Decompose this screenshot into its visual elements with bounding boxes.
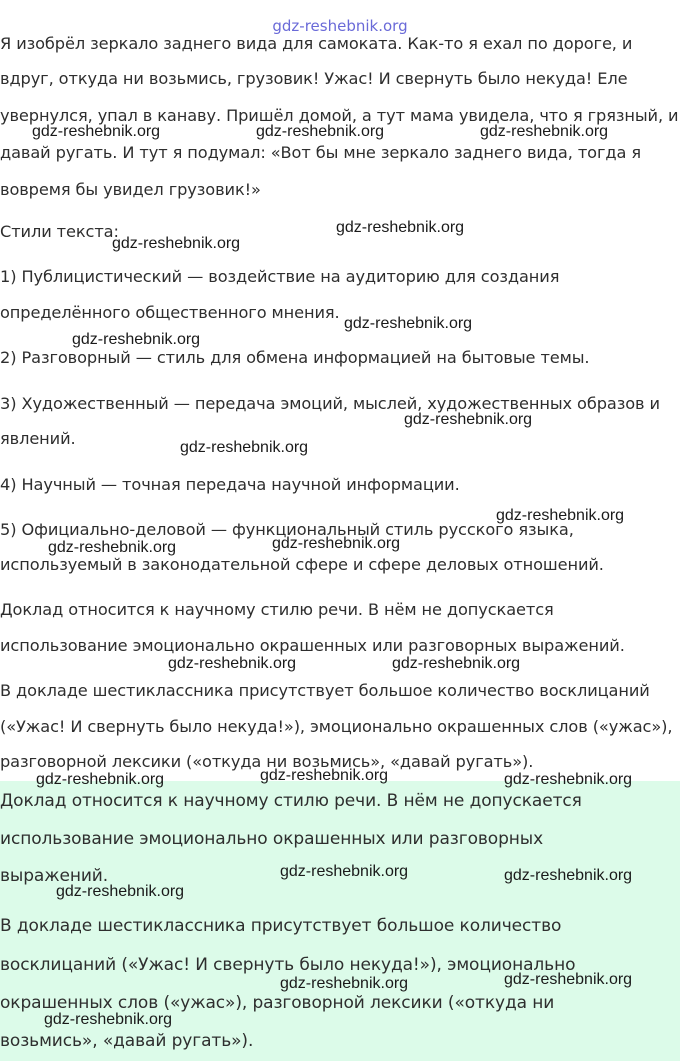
watermark-text: gdz-reshebnik.org xyxy=(504,971,633,988)
answer-line: В докладе шестиклассника присутствует большое количество xyxy=(0,916,562,936)
watermark-text: gdz-reshebnik.org xyxy=(504,867,633,884)
watermark-text: gdz-reshebnik.org xyxy=(112,235,241,252)
analysis-line: Доклад относится к научному стилю речи. В нём не допускается xyxy=(0,600,554,619)
watermark-text: gdz-reshebnik.org xyxy=(260,767,389,784)
watermark-text: gdz-reshebnik.org xyxy=(256,123,385,140)
style-item: используемый в законодательной сфере и сфере деловых отношений. xyxy=(0,555,604,574)
watermark-text: gdz-reshebnik.org xyxy=(168,655,297,672)
answer-line: использование эмоционально окрашенных или разговорных xyxy=(0,829,544,849)
story-line: вовремя бы увидел грузовик!» xyxy=(0,180,261,199)
style-item: 1) Публицистический — воздействие на аудиторию для создания xyxy=(0,267,560,286)
watermark-text: gdz-reshebnik.org xyxy=(280,863,409,880)
watermark-text: gdz-reshebnik.org xyxy=(504,771,633,788)
style-item: 2) Разговорный — стиль для обмена информацией на бытовые темы. xyxy=(0,348,590,367)
watermark-text: gdz-reshebnik.org xyxy=(72,331,201,348)
style-item: определённого общественного мнения. xyxy=(0,303,340,322)
story-line: Я изобрёл зеркало заднего вида для самоката. Как-то я ехал по дороге, и xyxy=(0,34,633,53)
watermark-text: gdz-reshebnik.org xyxy=(336,219,465,236)
watermark-text: gdz-reshebnik.org xyxy=(44,1011,173,1028)
watermark-text: gdz-reshebnik.org xyxy=(280,975,409,992)
watermark-text: gdz-reshebnik.org xyxy=(272,535,401,552)
analysis-line: использование эмоционально окрашенных или разговорных выражений. xyxy=(0,636,625,655)
analysis-line: («Ужас! И свернуть было некуда!»), эмоционально окрашенных слов («ужас»), xyxy=(0,717,673,736)
story-line: давай ругать. И тут я подумал: «Вот бы мне зеркало заднего вида, тогда я xyxy=(0,143,641,162)
top-watermark: gdz-reshebnik.org xyxy=(272,17,408,35)
styles-heading: Стили текста: xyxy=(0,222,119,241)
style-item: 4) Научный — точная передача научной информации. xyxy=(0,475,460,494)
story-line: увернулся, упал в канаву. Пришёл домой, а тут мама увидела, что я грязный, и xyxy=(0,106,679,125)
watermark-text: gdz-reshebnik.org xyxy=(36,771,165,788)
watermark-text: gdz-reshebnik.org xyxy=(392,655,521,672)
answer-line: восклицаний («Ужас! И свернуть было некуда!»), эмоционально xyxy=(0,955,576,975)
analysis-line: разговорной лексики («откуда ни возьмись», «давай ругать»). xyxy=(0,752,534,771)
watermark-text: gdz-reshebnik.org xyxy=(56,883,185,900)
answer-line: окрашенных слов («ужас»), разговорной лексики («откуда ни xyxy=(0,993,555,1013)
watermark-text: gdz-reshebnik.org xyxy=(180,439,309,456)
answer-line: возьмись», «давай ругать»). xyxy=(0,1031,254,1051)
answer-line: Доклад относится к научному стилю речи. В нём не допускается xyxy=(0,791,582,811)
watermark-text: gdz-reshebnik.org xyxy=(344,315,473,332)
watermark-text: gdz-reshebnik.org xyxy=(32,123,161,140)
watermark-text: gdz-reshebnik.org xyxy=(404,411,533,428)
style-item: 3) Художественный — передача эмоций, мыслей, художественных образов и xyxy=(0,394,660,413)
analysis-line: В докладе шестиклассника присутствует большое количество восклицаний xyxy=(0,681,650,700)
answer-line: выражений. xyxy=(0,866,109,886)
watermark-text: gdz-reshebnik.org xyxy=(496,507,625,524)
story-line: вдруг, откуда ни возьмись, грузовик! Ужас! И свернуть было некуда! Еле xyxy=(0,69,628,88)
watermark-text: gdz-reshebnik.org xyxy=(48,539,177,556)
style-item: явлений. xyxy=(0,429,76,448)
watermark-text: gdz-reshebnik.org xyxy=(480,123,609,140)
style-item: 5) Официально-деловой — функциональный стиль русского языка, xyxy=(0,520,574,539)
